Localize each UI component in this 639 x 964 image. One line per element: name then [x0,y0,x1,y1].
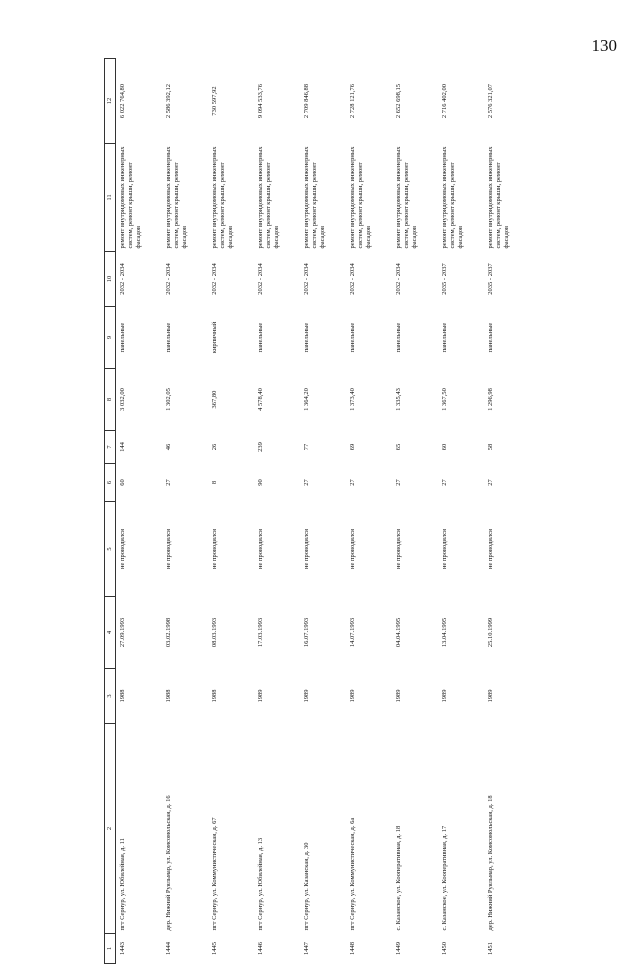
table-cell: пгт Сернур, ул. Коммунистическая, д. 67 [211,817,218,931]
table-cell: 3 032,00 [119,388,126,411]
table-cell: 27 [349,479,356,486]
table-cell: не проводился [211,529,218,569]
table-cell: 27 [395,479,402,486]
table-cell: 2032 - 2034 [303,263,310,295]
table-cell: 65 [395,443,402,451]
table-cell: не проводился [349,529,356,569]
table-cell: 2032 - 2034 [349,263,356,295]
table-row [346,59,392,964]
table-cell: 1989 [257,689,264,703]
table-cell: 1 335,43 [395,388,402,411]
table-cell: 08.03.1993 [211,617,218,648]
table-cell: 1 373,40 [349,388,356,411]
table-cell: 25.10.1999 [487,617,494,648]
table-cell: ремонт внутридомовых инженерных систем, ремонт крыши, ремонт фасадов [165,146,188,249]
table-cell: панельные [395,322,402,353]
col-header: 12 [105,59,116,144]
table-cell: 2035 - 2037 [441,263,448,295]
table-cell: ремонт внутридомовых инженерных систем, ремонт крыши, ремонт фасадов [119,146,142,249]
col-header: 7 [105,431,116,464]
table-cell: 27 [303,479,310,486]
table-row [254,59,300,964]
table-cell: 2 709 846,88 [303,83,310,119]
table-cell: не проводился [441,529,448,569]
table-cell: панельные [441,322,448,353]
table-cell: 04.04.1995 [395,617,402,648]
table-cell: 27.09.1993 [119,617,126,648]
table-cell: 2032 - 2034 [165,263,172,295]
table-cell: 6 022 764,80 [119,83,126,119]
table-cell: ремонт внутридомовых инженерных систем, ремонт крыши, ремонт фасадов [487,146,510,249]
table-cell: 2032 - 2034 [211,263,218,295]
table-cell: 1444 [165,942,172,955]
table-cell: 77 [303,443,310,451]
table-cell: 69 [349,443,356,451]
table-cell: 46 [165,443,172,451]
table-cell: панельные [165,322,172,353]
table-row [484,59,530,964]
col-header: 2 [105,724,116,934]
table-cell: 2032 - 2034 [395,263,402,295]
table-cell: 27 [487,479,494,486]
table-cell: 239 [257,442,264,452]
table-cell: 367,80 [211,390,218,409]
table-body [116,59,531,964]
table-row [208,59,254,964]
table-cell: не проводился [165,529,172,569]
table-cell: 1989 [487,689,494,703]
table-cell: с. Казанское, ул. Кооперативная, д. 18 [395,825,402,931]
table-cell: 2 716 402,00 [441,83,448,119]
header-row [105,59,116,964]
table-cell: панельные [119,322,126,353]
table-cell: не проводился [395,529,402,569]
table-cell: 1447 [303,942,310,955]
table-cell: не проводился [257,529,264,569]
table-cell: 16.07.1993 [303,617,310,648]
table-cell: 03.02.1998 [165,617,172,648]
table-cell: 60 [441,443,448,451]
table-cell: 730 597,92 [211,86,218,116]
col-header: 6 [105,464,116,502]
page-number: 130 [591,36,617,55]
col-header: 8 [105,369,116,431]
rotated-table-wrapper [104,59,547,964]
table-cell: 8 [211,480,218,485]
table-cell: 60 [119,479,126,486]
table-cell: 2032 - 2034 [257,263,264,295]
col-header: 11 [105,144,116,252]
table-cell: пгт Сернур, ул. Юбилейная, д. 13 [257,837,264,931]
table-cell: кирпичный [211,321,218,354]
table-cell: 1 367,50 [441,388,448,411]
table-cell: панельные [303,322,310,353]
table-cell: 1445 [211,942,218,955]
table-row [438,59,484,964]
table-cell: 1988 [211,689,218,703]
table-cell: ремонт внутридомовых инженерных систем, ремонт крыши, ремонт фасадов [303,146,326,249]
table-cell: 1451 [487,942,494,955]
table-cell: 1989 [349,689,356,703]
col-header: 4 [105,597,116,669]
table-cell: не проводился [487,529,494,569]
table-cell: ремонт внутридомовых инженерных систем, ремонт крыши, ремонт фасадов [395,146,418,249]
table-row [392,59,438,964]
table-cell: с. Казанское, ул. Кооперативная, д. 17 [441,825,448,931]
table-cell: 27 [165,479,172,486]
table-cell: 1 364,20 [303,388,310,411]
table-cell: 1 296,98 [487,388,494,411]
table-cell: 26 [211,443,218,451]
table-cell: 1448 [349,942,356,955]
table-cell: 1989 [395,689,402,703]
table-cell: 2 652 698,15 [395,83,402,119]
table-cell: 1988 [119,689,126,703]
col-header: 9 [105,307,116,369]
table-cell: 9 094 533,76 [257,83,264,119]
table-cell: 2 576 321,07 [487,83,494,119]
table-cell: 90 [257,479,264,486]
table-cell: 2 586 392,12 [165,83,172,119]
col-header: 1 [105,934,116,964]
table-cell: 1989 [303,689,310,703]
table-row [116,59,163,964]
table-cell: 1449 [395,942,402,955]
table-cell: 27 [441,479,448,486]
table-cell: панельные [349,322,356,353]
table-row [300,59,346,964]
table-cell: панельные [257,322,264,353]
table-cell: дер. Нижний Руяльмар, ул. Комсомольская, д. 18 [487,795,494,931]
table-cell: 1446 [257,942,264,955]
table-cell: 2 728 121,76 [349,83,356,119]
table-cell: 1443 [119,942,126,955]
table-cell: 1989 [441,689,448,703]
table-cell: пгт Сернур, ул. Казанская, д. 30 [303,842,310,931]
table-cell: пгт Сернур, ул. Коммунистическая, д. 6а [349,817,356,931]
table-cell: 1988 [165,689,172,703]
table-row [162,59,208,964]
table-cell: не проводился [303,529,310,569]
table-cell: 13.04.1995 [441,617,448,648]
table-cell: дер. Нижний Руяльмар, ул. Комсомольская, д. 16 [165,795,172,931]
table-cell: 1450 [441,942,448,955]
table-cell: 1 302,05 [165,388,172,411]
table-cell: ремонт внутридомовых инженерных систем, ремонт крыши, ремонт фасадов [257,146,280,249]
table-cell: 144 [119,442,126,452]
table-cell: ремонт внутридомовых инженерных систем, ремонт крыши, ремонт фасадов [211,146,234,249]
table-cell: 4 578,40 [257,388,264,411]
table-cell: панельные [487,322,494,353]
col-header: 3 [105,669,116,724]
table-cell: ремонт внутридомовых инженерных систем, ремонт крыши, ремонт фасадов [441,146,464,249]
table-cell: 2035 - 2037 [487,263,494,295]
col-header: 5 [105,502,116,597]
col-header: 10 [105,252,116,307]
table-cell: 2032 - 2034 [119,263,126,295]
table-cell: 58 [487,443,494,451]
table-cell: не проводился [119,529,126,569]
table-cell: 17.03.1993 [257,617,264,648]
table-cell: пгт Сернур, ул. Юбилейная, д. 11 [119,838,126,931]
table-cell: 14.07.1993 [349,617,356,648]
buildings-table [104,58,530,964]
table-cell: ремонт внутридомовых инженерных систем, ремонт крыши, ремонт фасадов [349,146,372,249]
